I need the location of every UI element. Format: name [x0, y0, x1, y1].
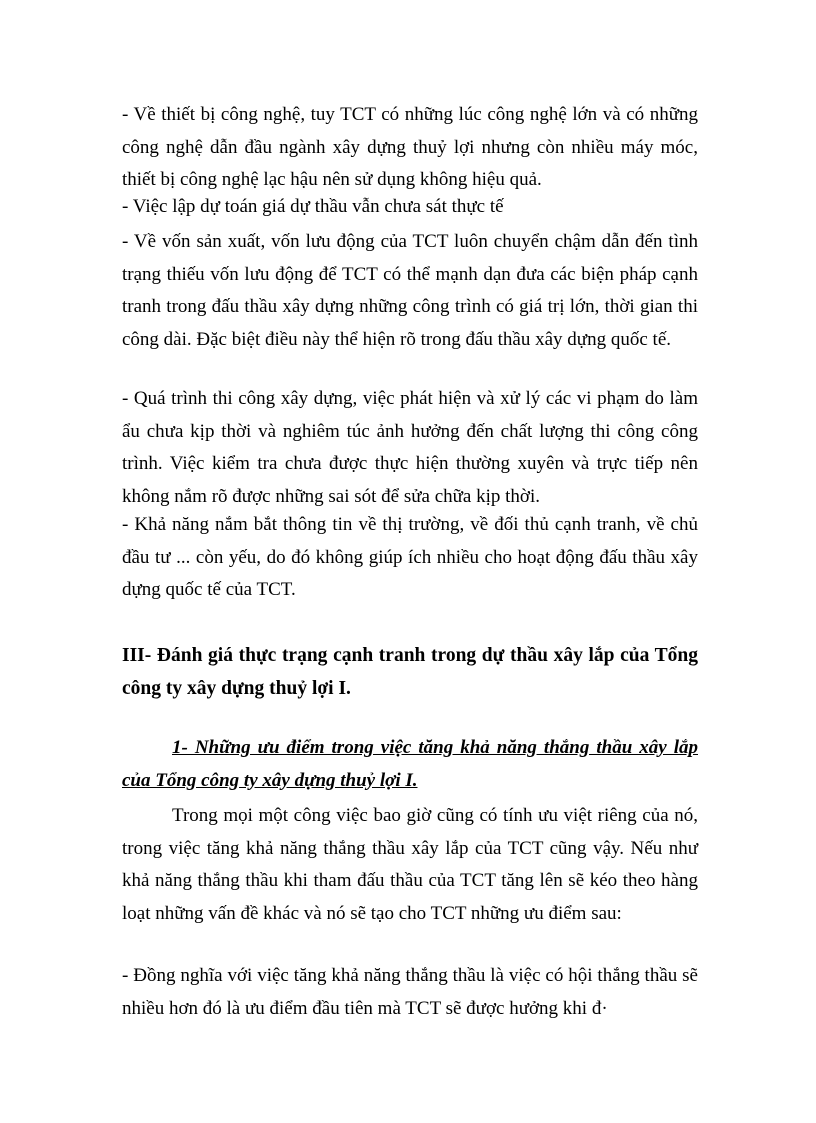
section-heading-iii: III- Đánh giá thực trạng cạnh tranh trong dự thầu xây lắp của Tổng công ty xây dựng thuỷ lợi I.	[122, 645, 698, 699]
paragraph-winning-opportunities: - Đồng nghĩa với việc tăng khả năng thắng thầu là việc có hội thắng thầu sẽ nhiều hơn đó là ưu điểm đầu tiên mà TCT sẽ được hưởng khi đ·	[122, 965, 698, 1019]
paragraph-equipment: - Về thiết bị công nghệ, tuy TCT có những lúc công nghệ lớn và có những công nghệ dẫn đầu ngành xây dựng thuỷ lợi nhưng còn nhiều máy móc, thiết bị công nghệ lạc hậu nên sử dụng không hiệu quả.	[122, 104, 698, 190]
paragraph-construction: - Quá trình thi công xây dựng, việc phát hiện và xử lý các vi phạm do làm ẩu chưa kịp thời và nghiêm túc ảnh hưởng đến chất lượng thi công công trình. Việc kiểm tra chưa được thực hiện thường xuyên và trực tiếp nên không nắm rõ được những sai sót để sửa chữa kịp thời.	[122, 388, 698, 507]
subsection-heading-advantages: 1- Những ưu điểm trong việc tăng khả năng thắng thầu xây lắp của Tổng công ty xây dựng thuỷ lợi I.	[122, 737, 698, 791]
paragraph-estimate: - Việc lập dự toán giá dự thầu vẫn chưa sát thực tế	[122, 196, 504, 217]
paragraph-information: - Khả năng nắm bắt thông tin về thị trường, về đối thủ cạnh tranh, về chủ đầu tư ... còn yếu, do đó không giúp ích nhiều cho hoạt động đấu thầu xây dựng quốc tế của TCT.	[122, 514, 698, 600]
paragraph-intro-advantages: Trong mọi một công việc bao giờ cũng có tính ưu việt riêng của nó, trong việc tăng khả năng thắng thầu xây lắp của TCT cũng vậy. Nếu như khả năng thắng thầu khi tham đấu thầu của TCT tăng lên sẽ kéo theo hàng loạt những vấn đề khác và nó sẽ tạo cho TCT những ưu điểm sau:	[122, 805, 698, 924]
paragraph-capital: - Về vốn sản xuất, vốn lưu động của TCT luôn chuyển chậm dẫn đến tình trạng thiếu vốn lưu động để TCT có thể mạnh dạn đưa các biện pháp cạnh tranh trong đấu thầu xây dựng những công trình có giá trị lớn, thời gian thi công dài. Đặc biệt điều này thể hiện rõ trong đấu thầu xây dựng quốc tế.	[122, 231, 698, 350]
